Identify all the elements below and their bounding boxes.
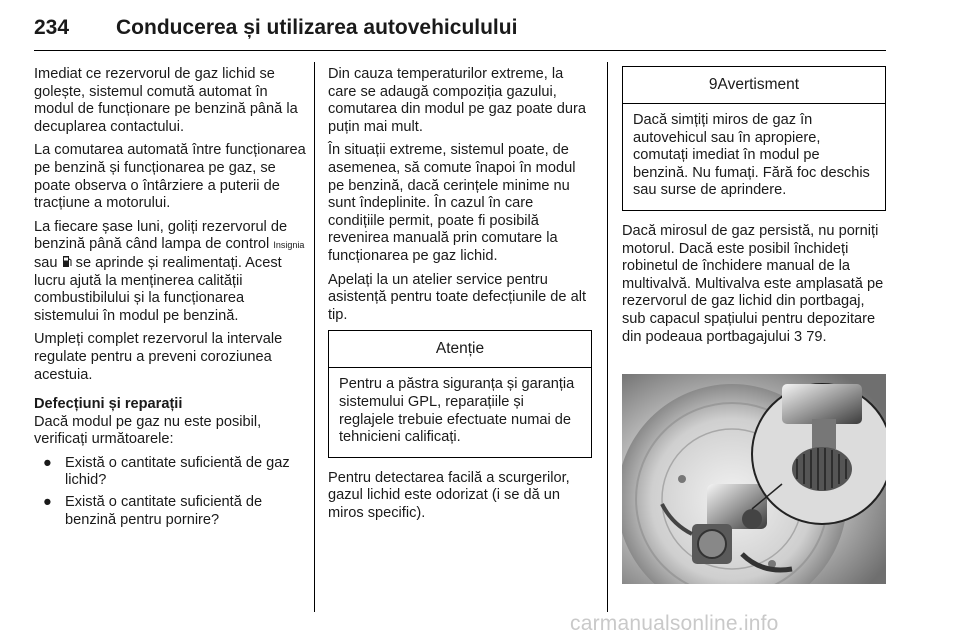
page-header [34, 14, 886, 51]
paragraph: Dacă modul pe gaz nu este posibil, verificați următoarele: [34, 413, 262, 448]
column-middle [328, 66, 592, 528]
paragraph: Pentru detectarea facilă a scurgerilor, gazul lichid este odorizat (i se dă un miros specific). [328, 469, 570, 521]
column-divider [607, 62, 608, 612]
list-item: ● Există o cantitate suficientă de gaz lichid? [43, 454, 290, 489]
multivalve-illustration [622, 374, 886, 584]
column-right [622, 66, 886, 352]
notice-title: Atenție [329, 331, 591, 368]
warning-title: 9Avertisment [623, 67, 885, 104]
notice-box [328, 330, 592, 457]
watermark: carmanualsonline.info [570, 612, 779, 635]
bullet-icon: ● [43, 494, 52, 511]
fuel-pump-icon [62, 255, 72, 268]
paragraph: În situații extreme, sistemul poate, de asemenea, să comute înapoi în modul pe benzină, dacă cerințele minime nu sunt îndeplinite. În cazul în care condițiile permit, poate fi posibilă revenirea manuală prin comutare la funcționarea pe gaz lichid. [328, 142, 576, 264]
insignia-control-icon: Insignia [273, 240, 305, 251]
checklist [34, 455, 306, 529]
list-item: ● Există o cantitate suficientă de benzină pentru pornire? [43, 494, 263, 528]
column-left [34, 66, 306, 533]
warning-box [622, 66, 886, 211]
multivalve-photo [622, 374, 886, 584]
paragraph: Apelați la un atelier service pentru asistență pentru toate defecțiunile de alt tip. [328, 271, 586, 323]
paragraph: La fiecare șase luni, goliți rezervorul de benzină până când lampa de control Insignia sau se aprinde și realimentați. Acest lucru ajută la menținerea calității combustibilului și la funcționarea sistemului în modul pe benzină. [34, 218, 305, 324]
column-divider [314, 62, 315, 612]
page-title: Conducerea și utilizarea autovehiculului [116, 16, 518, 39]
paragraph: Imediat ce rezervorul de gaz lichid se golește, sistemul comută automat în modul de funcționare pe benzină până la decuplarea contactului. [34, 66, 298, 135]
section-heading: Defecțiuni și reparații [34, 396, 183, 413]
warning-body: Dacă simțiți miros de gaz în autovehicul sau în apropiere, comutați imediat în modul pe benzină. Nu fumați. Fără foc deschis sau surse de aprindere. [633, 112, 870, 199]
paragraph: La comutarea automată între funcționarea pe benzină și funcționarea pe gaz, se poate observa o întârziere a puterii de tracțiune a motorului. [34, 142, 306, 212]
notice-body: Pentru a păstra siguranța și garanția sistemului GPL, reparațiile și reglajele trebuie efectuate numai de tehnicieni calificați. [339, 376, 575, 446]
page-reference-arrow-icon: 3 [794, 328, 803, 345]
page-number: 234 [34, 16, 70, 39]
paragraph: Dacă mirosul de gaz persistă, nu porniți motorul. Dacă este posibil închideți robinetul de închidere manual de la multivalvă. Multivalva este amplasată pe rezervorul de gaz lichid din portbagaj, sub capacul spațiului pentru depozitare din podeaua portbagajului 3 79. [622, 222, 884, 345]
bullet-icon: ● [43, 454, 52, 471]
paragraph: Din cauza temperaturilor extreme, la care se adaugă compoziția gazului, comutarea din modul pe gaz poate dura puțin mai mult. [328, 66, 586, 135]
paragraph: Umpleți complet rezervorul la intervale regulate pentru a preveni coroziunea acestuia. [34, 331, 283, 383]
warning-triangle-icon: 9 [708, 76, 718, 93]
